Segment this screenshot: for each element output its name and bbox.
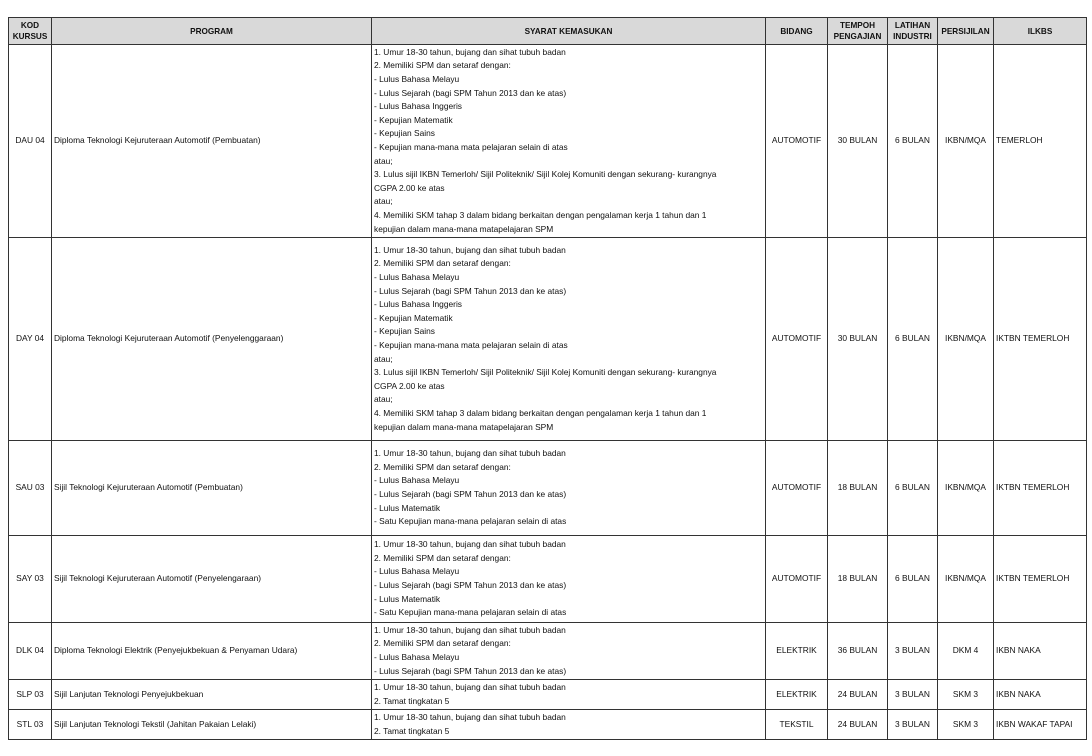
requirement-line: - Kepujian Matematik [374, 312, 453, 323]
requirement-line: kepujian dalam mana-mana matapelajaran SPM [374, 421, 554, 432]
industry-training: 6 BULAN [888, 441, 938, 536]
program-name: Diploma Teknologi Elektrik (Penyejukbekuan & Penyaman Udara) [52, 623, 372, 680]
requirement-line: CGPA 2.00 ke atas [374, 380, 445, 391]
course-code: SAU 03 [9, 441, 52, 536]
institute-name: IKBN NAKA [994, 680, 1087, 710]
requirement-line: - Lulus Sejarah (bagi SPM Tahun 2013 dan ke atas) [374, 580, 567, 590]
header-tempoh: TEMPOH PENGAJIAN [828, 18, 888, 45]
field-bidang: TEKSTIL [766, 710, 828, 740]
program-name: Sijil Teknologi Kejuruteraan Automotif (Pembuatan) [52, 441, 372, 536]
study-duration: 30 BULAN [828, 238, 888, 441]
study-duration: 24 BULAN [828, 680, 888, 710]
table-row [9, 680, 1087, 710]
requirement-line: - Lulus Bahasa Melayu [374, 475, 460, 486]
program-name: Sijil Teknologi Kejuruteraan Automotif (Penyelengaraan) [52, 536, 372, 623]
certification: SKM 3 [938, 710, 994, 740]
industry-training: 6 BULAN [888, 238, 938, 441]
header-latihan: LATIHAN INDUSTRI [888, 18, 938, 45]
requirement-line: 4. Memiliki SKM tahap 3 dalam bidang berkaitan dengan pengalaman kerja 1 tahun dan 1 [374, 407, 707, 418]
requirement-line: 2. Tamat tingkatan 5 [374, 695, 450, 706]
course-code: SLP 03 [9, 680, 52, 710]
requirement-line: 2. Memiliki SPM dan setaraf dengan: [374, 258, 511, 269]
course-code: STL 03 [9, 710, 52, 740]
course-code: SAY 03 [9, 536, 52, 623]
field-bidang: ELEKTRIK [766, 680, 828, 710]
certification: IKBN/MQA [938, 536, 994, 623]
requirement-line: - Kepujian Sains [374, 326, 435, 337]
entry-requirements [372, 441, 766, 536]
industry-training: 3 BULAN [888, 623, 938, 680]
field-bidang: AUTOMOTIF [766, 238, 828, 441]
entry-requirements [372, 710, 766, 740]
table-row [9, 623, 1087, 680]
header-bidang: BIDANG [766, 18, 828, 45]
program-name: Diploma Teknologi Kejuruteraan Automotif (Penyelenggaraan) [52, 238, 372, 441]
course-code: DAU 04 [9, 45, 52, 238]
industry-training: 6 BULAN [888, 536, 938, 623]
requirement-line: 2. Tamat tingkatan 5 [374, 725, 450, 736]
requirement-line: atau; [374, 394, 393, 405]
requirement-line: 2. Memiliki SPM dan setaraf dengan: [374, 552, 511, 563]
requirement-line: - Lulus Bahasa Melayu [374, 272, 460, 283]
requirement-line: 1. Umur 18-30 tahun, bujang dan sihat tubuh badan [374, 46, 566, 57]
requirement-line: - Kepujian Matematik [374, 114, 453, 125]
requirement-line: 2. Memiliki SPM dan setaraf dengan: [374, 60, 511, 71]
study-duration: 18 BULAN [828, 536, 888, 623]
certification: SKM 3 [938, 680, 994, 710]
requirement-line: 3. Lulus sijil IKBN Temerloh/ Sijil Politeknik/ Sijil Kolej Komuniti dengan sekurang- kurangnya [374, 169, 717, 180]
entry-requirements [372, 623, 766, 680]
requirement-line: - Kepujian mana-mana mata pelajaran selain di atas [374, 142, 568, 152]
header-row [9, 18, 1087, 45]
institute-name: IKTBN TEMERLOH [994, 441, 1087, 536]
field-bidang: AUTOMOTIF [766, 45, 828, 238]
table-row [9, 238, 1087, 441]
entry-requirements [372, 680, 766, 710]
requirement-line: - Lulus Sejarah (bagi SPM Tahun 2013 dan ke atas) [374, 489, 567, 499]
table-row [9, 710, 1087, 740]
header-ilkbs: ILKBS [994, 18, 1087, 45]
requirement-line: - Lulus Matematik [374, 593, 441, 604]
requirement-line: atau; [374, 196, 393, 207]
requirement-line: 1. Umur 18-30 tahun, bujang dan sihat tubuh badan [374, 448, 566, 459]
table-row [9, 536, 1087, 623]
program-name: Diploma Teknologi Kejuruteraan Automotif (Pembuatan) [52, 45, 372, 238]
certification: IKBN/MQA [938, 441, 994, 536]
requirement-line: - Lulus Bahasa Inggeris [374, 101, 462, 112]
certification: IKBN/MQA [938, 45, 994, 238]
requirement-line: 2. Memiliki SPM dan setaraf dengan: [374, 638, 511, 649]
field-bidang: ELEKTRIK [766, 623, 828, 680]
requirement-line: - Kepujian mana-mana mata pelajaran selain di atas [374, 340, 568, 350]
study-duration: 30 BULAN [828, 45, 888, 238]
program-name: Sijil Lanjutan Teknologi Penyejukbekuan [52, 680, 372, 710]
header-persijilan: PERSIJILAN [938, 18, 994, 45]
institute-name: IKTBN TEMERLOH [994, 238, 1087, 441]
requirement-line: 1. Umur 18-30 tahun, bujang dan sihat tubuh badan [374, 624, 566, 635]
requirement-line: 3. Lulus sijil IKBN Temerloh/ Sijil Politeknik/ Sijil Kolej Komuniti dengan sekurang- kurangnya [374, 367, 717, 378]
course-code: DLK 04 [9, 623, 52, 680]
requirement-line: - Lulus Sejarah (bagi SPM Tahun 2013 dan ke atas) [374, 87, 567, 98]
header-program: PROGRAM [52, 18, 372, 45]
requirement-line: 1. Umur 18-30 tahun, bujang dan sihat tubuh badan [374, 681, 566, 692]
certification: DKM 4 [938, 623, 994, 680]
requirement-line: - Kepujian Sains [374, 128, 435, 139]
program-name: Sijil Lanjutan Teknologi Tekstil (Jahitan Pakaian Lelaki) [52, 710, 372, 740]
industry-training: 3 BULAN [888, 710, 938, 740]
header-syarat: SYARAT KEMASUKAN [372, 18, 766, 45]
header-kod: KOD KURSUS [9, 18, 52, 45]
table-row [9, 441, 1087, 536]
field-bidang: AUTOMOTIF [766, 536, 828, 623]
entry-requirements [372, 238, 766, 441]
requirement-line: atau; [374, 155, 393, 166]
requirement-line: - Lulus Bahasa Melayu [374, 566, 460, 577]
institute-name: IKTBN TEMERLOH [994, 536, 1087, 623]
requirement-line: 4. Memiliki SKM tahap 3 dalam bidang berkaitan dengan pengalaman kerja 1 tahun dan 1 [374, 209, 707, 220]
entry-requirements [372, 45, 766, 238]
requirement-line: - Lulus Matematik [374, 502, 441, 513]
requirement-line: 2. Memiliki SPM dan setaraf dengan: [374, 461, 511, 472]
requirement-line: 1. Umur 18-30 tahun, bujang dan sihat tubuh badan [374, 539, 566, 550]
requirement-line: 1. Umur 18-30 tahun, bujang dan sihat tubuh badan [374, 711, 566, 722]
study-duration: 24 BULAN [828, 710, 888, 740]
study-duration: 18 BULAN [828, 441, 888, 536]
requirement-line: - Satu Kepujian mana-mana pelajaran selain di atas [374, 516, 567, 527]
industry-training: 6 BULAN [888, 45, 938, 238]
industry-training: 3 BULAN [888, 680, 938, 710]
course-code: DAY 04 [9, 238, 52, 441]
institute-name: IKBN NAKA [994, 623, 1087, 680]
field-bidang: AUTOMOTIF [766, 441, 828, 536]
entry-requirements [372, 536, 766, 623]
institute-name: TEMERLOH [994, 45, 1087, 238]
requirement-line: kepujian dalam mana-mana matapelajaran SPM [374, 223, 554, 234]
requirement-line: CGPA 2.00 ke atas [374, 182, 445, 193]
institute-name: IKBN WAKAF TAPAI [994, 710, 1087, 740]
requirement-line: - Lulus Sejarah (bagi SPM Tahun 2013 dan ke atas) [374, 665, 567, 676]
requirement-line: - Lulus Sejarah (bagi SPM Tahun 2013 dan ke atas) [374, 285, 567, 296]
requirement-line: - Lulus Bahasa Melayu [374, 652, 460, 662]
course-table [8, 17, 1087, 740]
requirement-line: atau; [374, 353, 393, 364]
requirement-line: - Satu Kepujian mana-mana pelajaran selain di atas [374, 607, 567, 618]
requirement-line: - Lulus Bahasa Inggeris [374, 299, 462, 310]
table-row [9, 45, 1087, 238]
study-duration: 36 BULAN [828, 623, 888, 680]
certification: IKBN/MQA [938, 238, 994, 441]
requirement-line: 1. Umur 18-30 tahun, bujang dan sihat tubuh badan [374, 244, 566, 255]
requirement-line: - Lulus Bahasa Melayu [374, 74, 460, 85]
